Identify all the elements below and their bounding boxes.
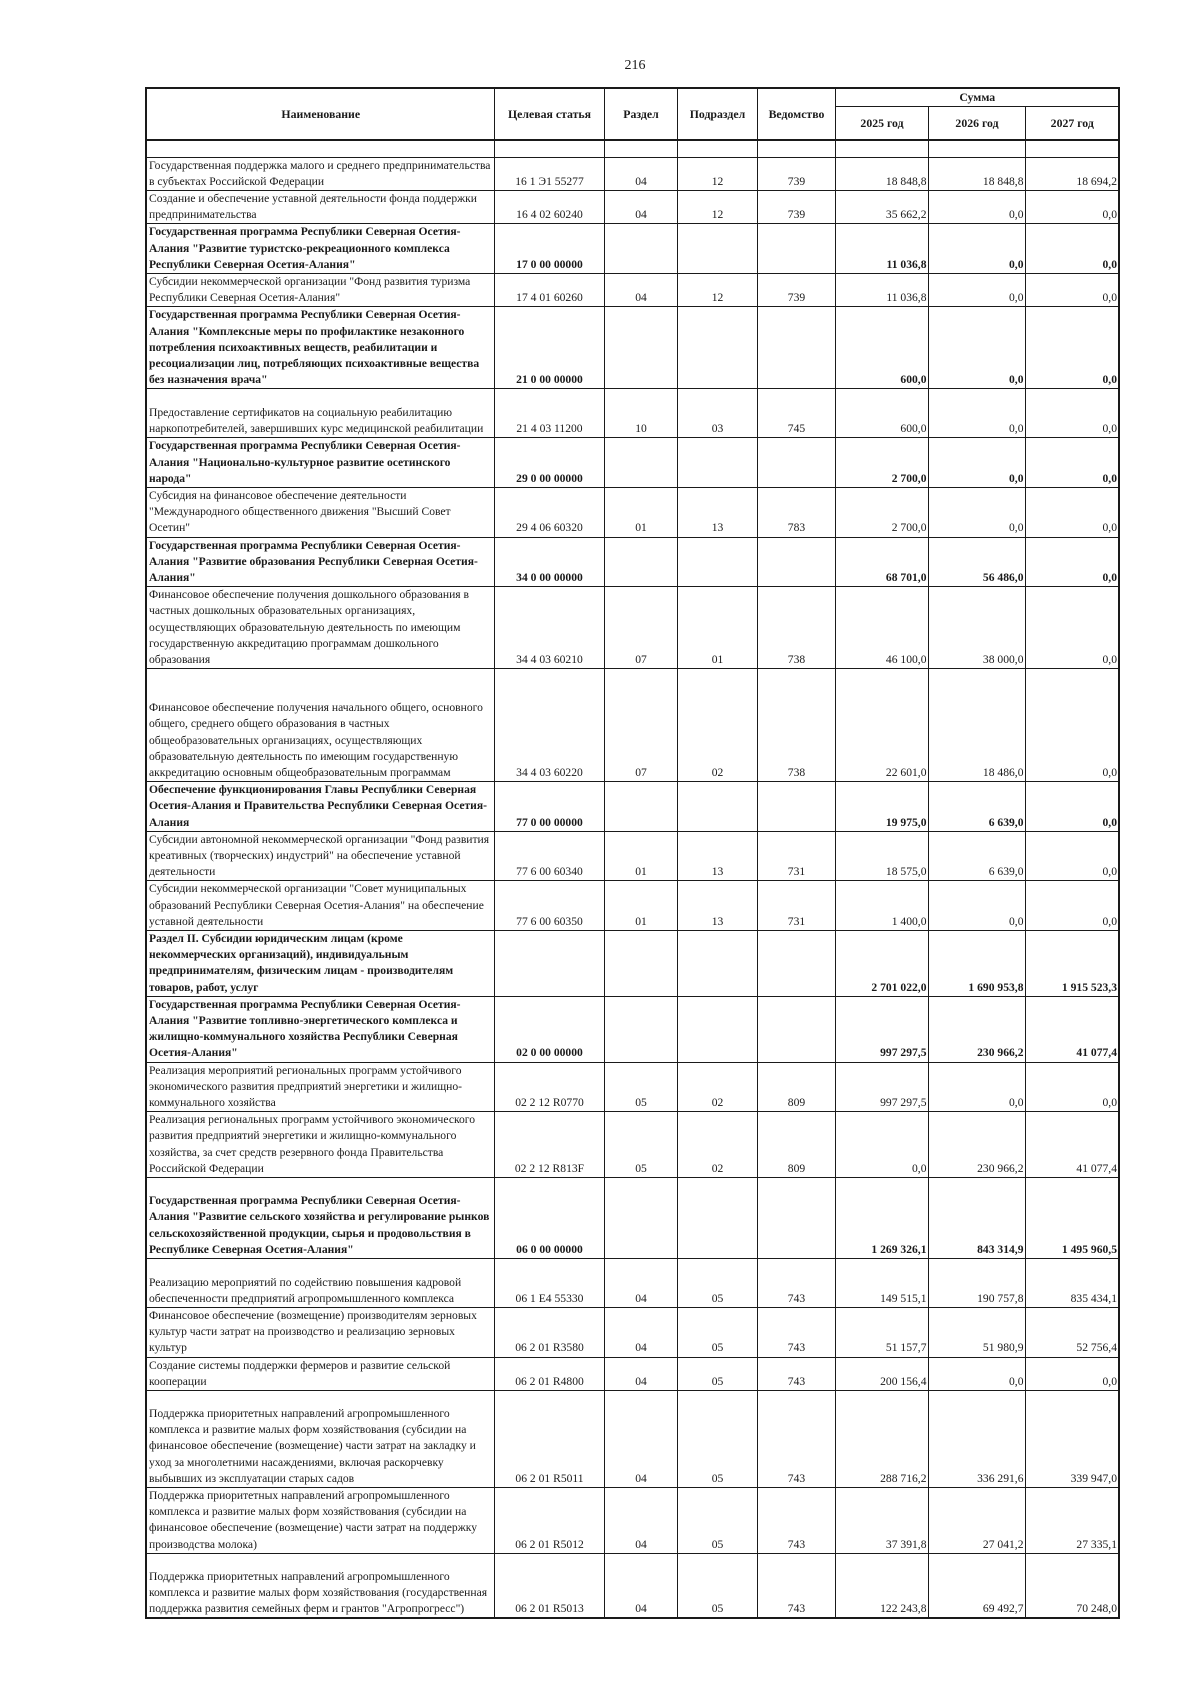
cell-y2026: 1 690 953,8 [928,931,1025,997]
cell-target: 16 4 02 60240 [494,190,604,223]
cell-y2026: 0,0 [928,273,1025,306]
cell-y2026: 0,0 [928,881,1025,931]
cell-department: 731 [757,831,835,881]
table-row [146,307,1119,389]
cell-subsection [677,537,757,587]
cell-y2025: 18 575,0 [835,831,928,881]
cell-y2026: 6 639,0 [928,782,1025,832]
cell-y2025: 22 601,0 [835,669,928,782]
table-row [146,1488,1119,1554]
cell-name: Субсидии некоммерческой организации "Совет муниципальных образований Республики Северная Осетия-Алания" на обеспечение уставной деятельности [146,881,494,931]
table-row [146,1178,1119,1259]
header-department: Ведомство [757,88,835,140]
cell-y2025: 1 400,0 [835,881,928,931]
cell-target: 77 0 00 00000 [494,782,604,832]
cell-y2026: 336 291,6 [928,1391,1025,1488]
table-row [146,996,1119,1062]
cell-y2025: 149 515,1 [835,1259,928,1308]
cell-subsection [677,1178,757,1259]
cell-y2027: 18 694,2 [1025,157,1119,190]
cell-subsection [677,931,757,997]
cell-subsection: 12 [677,190,757,223]
cell-y2026: 51 980,9 [928,1308,1025,1358]
cell-name: Субсидия на финансовое обеспечение деятельности "Международного общественного движения "Высший Совет Осетин" [146,487,494,537]
cell-y2027: 1 915 523,3 [1025,931,1119,997]
cell-y2027: 0,0 [1025,487,1119,537]
header-2025: 2025 год [835,106,928,140]
cell-section: 04 [604,1259,677,1308]
cell-subsection [677,782,757,832]
cell-y2025: 0,0 [835,1112,928,1178]
cell-y2025: 2 700,0 [835,487,928,537]
cell-section [604,224,677,274]
cell-name: Государственная программа Республики Северная Осетия-Алания "Комплексные меры по профилактике незаконного потребления психоактивных веществ, реабилитации и ресоциализации лиц, потребляющих психоактивные вещества без назначения врача" [146,307,494,389]
cell-y2026: 18 848,8 [928,157,1025,190]
cell-y2026: 190 757,8 [928,1259,1025,1308]
cell-y2026: 0,0 [928,224,1025,274]
cell-name: Государственная поддержка малого и среднего предпринимательства в субъектах Российской Федерации [146,157,494,190]
cell-department [757,224,835,274]
cell-name: Государственная программа Республики Северная Осетия-Алания "Развитие топливно-энергетического комплекса и жилищно-коммунального хозяйства Республики Северная Осетия-Алания" [146,996,494,1062]
cell-target: 21 0 00 00000 [494,307,604,389]
table-row [146,273,1119,306]
cell-subsection: 05 [677,1488,757,1554]
cell-section: 04 [604,1488,677,1554]
cell-section: 05 [604,1062,677,1112]
cell-y2025: 200 156,4 [835,1357,928,1390]
cell-target: 21 4 03 11200 [494,389,604,438]
cell-department: 739 [757,157,835,190]
cell-y2026: 843 314,9 [928,1178,1025,1259]
header-name: Наименование [146,88,494,140]
table-row [146,831,1119,881]
cell-y2025: 288 716,2 [835,1391,928,1488]
cell-target: 02 2 12 R813F [494,1112,604,1178]
cell-section: 04 [604,1357,677,1390]
cell-section [604,438,677,488]
cell-y2025: 2 700,0 [835,438,928,488]
cell-section: 07 [604,587,677,669]
cell-department [757,307,835,389]
cell-y2027: 41 077,4 [1025,1112,1119,1178]
cell-department: 743 [757,1357,835,1390]
cell-y2025: 997 297,5 [835,1062,928,1112]
cell-subsection: 02 [677,1112,757,1178]
cell-target: 34 4 03 60210 [494,587,604,669]
budget-table [145,87,1120,1619]
cell-y2027: 339 947,0 [1025,1391,1119,1488]
header-target: Целевая статья [494,88,604,140]
cell-subsection: 05 [677,1308,757,1358]
cell-target [494,931,604,997]
cell-y2027: 0,0 [1025,831,1119,881]
cell-y2025: 35 662,2 [835,190,928,223]
cell-department: 743 [757,1391,835,1488]
header-section: Раздел [604,88,677,140]
cell-y2027: 0,0 [1025,273,1119,306]
table-row [146,1391,1119,1488]
table-header [146,88,1119,140]
cell-target: 02 2 12 R0770 [494,1062,604,1112]
cell-y2025: 11 036,8 [835,224,928,274]
table-row [146,1259,1119,1308]
cell-y2027: 0,0 [1025,224,1119,274]
cell-name: Поддержка приоритетных направлений агропромышленного комплекса и развитие малых форм хозяйствования (субсидии на финансовое обеспечение (возмещение) части затрат на закладку и уход за многолетними насаждениями, включая раскорчевку выбывших из эксплуатации старых садов [146,1391,494,1488]
cell-section [604,1178,677,1259]
cell-subsection: 12 [677,273,757,306]
cell-section: 04 [604,1308,677,1358]
cell-name: Государственная программа Республики Северная Осетия-Алания "Национально-культурное развитие осетинского народа" [146,438,494,488]
cell-name: Субсидии автономной некоммерческой организации "Фонд развития креативных (творческих) индустрий" на обеспечение уставной деятельности [146,831,494,881]
cell-department: 739 [757,273,835,306]
cell-y2025: 1 269 326,1 [835,1178,928,1259]
cell-name: Предоставление сертификатов на социальную реабилитацию наркопотребителей, завершивших курс медицинской реабилитации [146,389,494,438]
cell-subsection: 02 [677,1062,757,1112]
cell-subsection: 05 [677,1553,757,1618]
cell-department: 745 [757,389,835,438]
cell-subsection [677,224,757,274]
cell-department [757,931,835,997]
cell-subsection: 13 [677,487,757,537]
cell-subsection: 12 [677,157,757,190]
cell-y2027: 0,0 [1025,389,1119,438]
table-row [146,587,1119,669]
cell-target: 17 4 01 60260 [494,273,604,306]
cell-target: 29 4 06 60320 [494,487,604,537]
cell-subsection: 13 [677,831,757,881]
cell-name: Государственная программа Республики Северная Осетия-Алания "Развитие сельского хозяйства и регулирование рынков сельскохозяйственной продукции, сырья и продовольствия в Республике Северная Осетия-Алания" [146,1178,494,1259]
table-row [146,1308,1119,1358]
cell-section: 07 [604,669,677,782]
cell-department: 743 [757,1553,835,1618]
cell-department: 739 [757,190,835,223]
cell-y2025: 11 036,8 [835,273,928,306]
cell-y2027: 0,0 [1025,1062,1119,1112]
cell-y2026: 0,0 [928,389,1025,438]
table-row [146,438,1119,488]
cell-section [604,931,677,997]
cell-subsection: 05 [677,1357,757,1390]
cell-section: 04 [604,1391,677,1488]
cell-target: 17 0 00 00000 [494,224,604,274]
cell-name: Финансовое обеспечение получения дошкольного образования в частных дошкольных образовательных организациях, осуществляющих образовательную деятельность по имеющим государственную аккредитацию программам дошкольного образования [146,587,494,669]
cell-name: Реализацию мероприятий по содействию повышения кадровой обеспеченности предприятий агропромышленного комплекса [146,1259,494,1308]
cell-y2026: 27 041,2 [928,1488,1025,1554]
cell-subsection [677,996,757,1062]
cell-y2027: 41 077,4 [1025,996,1119,1062]
cell-y2027: 0,0 [1025,881,1119,931]
page-number: 216 [624,58,646,73]
header-subsection: Подраздел [677,88,757,140]
cell-target: 06 2 01 R5012 [494,1488,604,1554]
cell-subsection: 02 [677,669,757,782]
cell-target: 06 1 Е4 55330 [494,1259,604,1308]
table-row [146,1357,1119,1390]
cell-y2027: 0,0 [1025,438,1119,488]
cell-subsection: 03 [677,389,757,438]
cell-y2025: 46 100,0 [835,587,928,669]
cell-name: Финансовое обеспечение (возмещение) производителям зерновых культур части затрат на производство и реализацию зерновых культур [146,1308,494,1358]
cell-target: 34 0 00 00000 [494,537,604,587]
cell-y2025: 997 297,5 [835,996,928,1062]
cell-y2026: 0,0 [928,1062,1025,1112]
header-2027: 2027 год [1025,106,1119,140]
cell-y2026: 18 486,0 [928,669,1025,782]
cell-y2026: 0,0 [928,190,1025,223]
table-row [146,1553,1119,1618]
cell-department: 731 [757,881,835,931]
cell-section [604,996,677,1062]
cell-y2026: 69 492,7 [928,1553,1025,1618]
cell-y2025: 600,0 [835,389,928,438]
cell-section: 10 [604,389,677,438]
cell-y2025: 600,0 [835,307,928,389]
cell-subsection: 05 [677,1259,757,1308]
cell-department [757,438,835,488]
cell-name: Раздел II. Субсидии юридическим лицам (кроме некоммерческих организаций), индивидуальным предпринимателям, физическим лицам - производителям товаров, работ, услуг [146,931,494,997]
cell-section: 04 [604,1553,677,1618]
cell-y2025: 2 701 022,0 [835,931,928,997]
cell-department [757,1178,835,1259]
cell-y2025: 51 157,7 [835,1308,928,1358]
cell-department [757,782,835,832]
cell-section: 05 [604,1112,677,1178]
cell-target: 02 0 00 00000 [494,996,604,1062]
cell-department: 809 [757,1062,835,1112]
cell-department [757,537,835,587]
header-sum: Сумма [835,88,1119,106]
cell-name: Государственная программа Республики Северная Осетия-Алания "Развитие образования Республики Северная Осетия-Алания" [146,537,494,587]
table-body [146,140,1119,1618]
table-row [146,224,1119,274]
cell-section: 04 [604,157,677,190]
table-row [146,782,1119,832]
cell-y2027: 835 434,1 [1025,1259,1119,1308]
table-row [146,157,1119,190]
cell-y2027: 0,0 [1025,537,1119,587]
spacer-row [146,140,1119,157]
cell-target: 77 6 00 60340 [494,831,604,881]
cell-name: Субсидии некоммерческой организации "Фонд развития туризма Республики Северная Осетия-Алания" [146,273,494,306]
table-row [146,881,1119,931]
cell-y2026: 38 000,0 [928,587,1025,669]
cell-target: 06 2 01 R5013 [494,1553,604,1618]
cell-section [604,537,677,587]
cell-section: 04 [604,190,677,223]
cell-department [757,996,835,1062]
cell-department: 809 [757,1112,835,1178]
cell-y2027: 0,0 [1025,190,1119,223]
table-row [146,1112,1119,1178]
cell-y2026: 0,0 [928,1357,1025,1390]
cell-target: 34 4 03 60220 [494,669,604,782]
cell-section [604,782,677,832]
cell-subsection [677,438,757,488]
cell-name: Поддержка приоритетных направлений агропромышленного комплекса и развитие малых форм хозяйствования (государственная поддержка развития семейных ферм и грантов "Агропрогресс") [146,1553,494,1618]
cell-y2025: 122 243,8 [835,1553,928,1618]
cell-subsection [677,307,757,389]
table-row [146,931,1119,997]
cell-y2026: 56 486,0 [928,537,1025,587]
cell-y2026: 0,0 [928,438,1025,488]
cell-y2027: 0,0 [1025,307,1119,389]
cell-name: Обеспечение функционирования Главы Республики Северная Осетия-Алания и Правительства Республики Северная Осетия-Алания [146,782,494,832]
cell-subsection: 05 [677,1391,757,1488]
cell-name: Финансовое обеспечение получения начального общего, основного общего, среднего общего образования в частных общеобразовательных организациях, осуществляющих образовательную деятельность по имеющим государственную аккредитацию основным общеобразовательным программам [146,669,494,782]
cell-y2025: 68 701,0 [835,537,928,587]
cell-y2027: 0,0 [1025,782,1119,832]
cell-y2026: 230 966,2 [928,996,1025,1062]
cell-section: 04 [604,273,677,306]
cell-y2027: 70 248,0 [1025,1553,1119,1618]
cell-subsection: 01 [677,587,757,669]
table-row [146,487,1119,537]
cell-target: 16 1 Э1 55277 [494,157,604,190]
cell-name: Создание и обеспечение уставной деятельности фонда поддержки предпринимательства [146,190,494,223]
cell-department: 783 [757,487,835,537]
cell-y2026: 0,0 [928,487,1025,537]
cell-target: 06 2 01 R4800 [494,1357,604,1390]
cell-name: Создание системы поддержки фермеров и развитие сельской кооперации [146,1357,494,1390]
cell-department: 743 [757,1308,835,1358]
header-2026: 2026 год [928,106,1025,140]
cell-y2027: 27 335,1 [1025,1488,1119,1554]
cell-target: 06 0 00 00000 [494,1178,604,1259]
cell-y2025: 18 848,8 [835,157,928,190]
table-row [146,389,1119,438]
cell-department: 743 [757,1488,835,1554]
table-row [146,537,1119,587]
cell-y2027: 0,0 [1025,587,1119,669]
cell-y2027: 0,0 [1025,669,1119,782]
cell-y2025: 19 975,0 [835,782,928,832]
cell-y2026: 6 639,0 [928,831,1025,881]
table-row [146,669,1119,782]
cell-target: 29 0 00 00000 [494,438,604,488]
table-row [146,190,1119,223]
cell-section: 01 [604,487,677,537]
cell-section: 01 [604,881,677,931]
cell-name: Реализация мероприятий региональных программ устойчивого экономического развития предприятий энергетики и жилищно-коммунального хозяйства [146,1062,494,1112]
cell-department: 738 [757,587,835,669]
cell-target: 06 2 01 R5011 [494,1391,604,1488]
cell-target: 77 6 00 60350 [494,881,604,931]
cell-y2027: 0,0 [1025,1357,1119,1390]
cell-y2026: 0,0 [928,307,1025,389]
cell-section [604,307,677,389]
cell-subsection: 13 [677,881,757,931]
cell-name: Государственная программа Республики Северная Осетия-Алания "Развитие туристско-рекреационного комплекса Республики Северная Осетия-Алания" [146,224,494,274]
cell-y2025: 37 391,8 [835,1488,928,1554]
cell-y2027: 1 495 960,5 [1025,1178,1119,1259]
cell-y2027: 52 756,4 [1025,1308,1119,1358]
cell-department: 738 [757,669,835,782]
cell-name: Поддержка приоритетных направлений агропромышленного комплекса и развитие малых форм хозяйствования (субсидии на финансовое обеспечение (возмещение) части затрат на поддержку производства молока) [146,1488,494,1554]
cell-section: 01 [604,831,677,881]
cell-target: 06 2 01 R3580 [494,1308,604,1358]
table-row [146,1062,1119,1112]
cell-y2026: 230 966,2 [928,1112,1025,1178]
cell-name: Реализация региональных программ устойчивого экономического развития предприятий энергетики и жилищно-коммунального хозяйства, за счет средств резервного фонда Правительства Российской Федерации [146,1112,494,1178]
cell-department: 743 [757,1259,835,1308]
